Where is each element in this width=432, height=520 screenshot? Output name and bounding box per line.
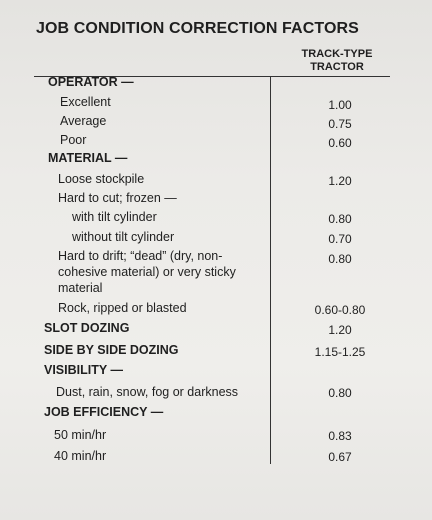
section-job-efficiency: JOB EFFICIENCY — (44, 405, 164, 419)
row-value-dust-rain: 0.80 (328, 386, 352, 400)
row-label-40-min-hr: 40 min/hr (54, 449, 107, 463)
row-value-poor: 0.60 (328, 136, 352, 150)
row-label-with-tilt-cylinder: with tilt cylinder (72, 210, 157, 224)
row-value-side-by-side-dozing: 1.15-1.25 (314, 345, 366, 359)
row-label-dust-rain: Dust, rain, snow, fog or darkness (56, 385, 239, 399)
row-value-50-min-hr: 0.83 (328, 429, 352, 443)
row-label-hard-to-drift: Hard to drift; “dead” (dry, non-cohesive material) or very sticky material (58, 249, 236, 295)
section-operator: OPERATOR — (48, 75, 134, 89)
row-label-poor: Poor (60, 133, 87, 147)
row-label-excellent: Excellent (60, 95, 111, 109)
column-divider (270, 76, 271, 464)
row-value-with-tilt-cylinder: 0.80 (328, 212, 352, 226)
row-label-without-tilt-cylinder: without tilt cylinder (72, 230, 175, 244)
section-material: MATERIAL — (48, 151, 128, 165)
row-value-average: 0.75 (328, 117, 352, 131)
row-label-50-min-hr: 50 min/hr (54, 428, 107, 442)
table-title: JOB CONDITION CORRECTION FACTORS (36, 20, 359, 37)
row-value-slot-dozing: 1.20 (328, 323, 352, 337)
row-label-side-by-side-dozing: SIDE BY SIDE DOZING (44, 343, 179, 357)
column-header-line-2: TRACTOR (310, 61, 364, 73)
column-header-line-1: TRACK-TYPE (301, 48, 373, 60)
row-label-loose-stockpile: Loose stockpile (58, 172, 145, 186)
row-value-hard-to-drift: 0.80 (328, 252, 352, 266)
column-header-track-type-tractor (282, 48, 392, 74)
row-label-rock-ripped: Rock, ripped or blasted (58, 301, 187, 315)
row-label-slot-dozing: SLOT DOZING (44, 321, 130, 335)
section-visibility: VISIBILITY — (44, 363, 123, 377)
row-label-average: Average (60, 114, 107, 128)
row-label-hard-to-cut: Hard to cut; frozen — (58, 191, 177, 205)
row-value-loose-stockpile: 1.20 (328, 174, 352, 188)
row-value-40-min-hr: 0.67 (328, 450, 352, 464)
row-value-excellent: 1.00 (328, 98, 352, 112)
row-value-without-tilt-cylinder: 0.70 (328, 232, 352, 246)
row-value-rock-ripped: 0.60-0.80 (314, 303, 366, 317)
